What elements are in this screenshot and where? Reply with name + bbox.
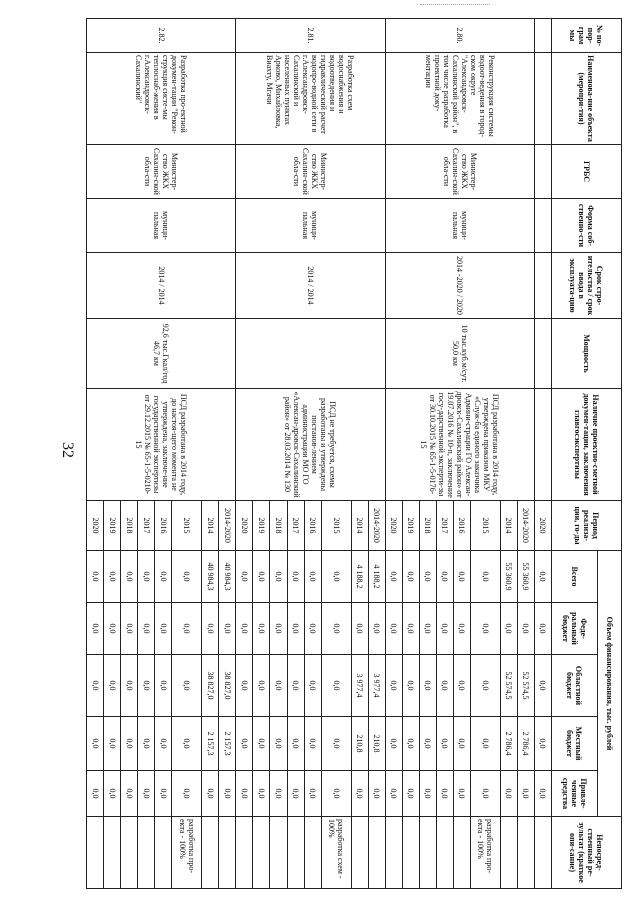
cell-attracted: 0,0 [270, 771, 287, 817]
cell-period: 2020 [385, 501, 402, 551]
table-row [534, 19, 551, 889]
cell-local: 0,0 [253, 717, 270, 771]
rotated-document [86, 18, 622, 888]
cell-local: 0,0 [419, 717, 436, 771]
cell-attracted: 0,0 [287, 771, 304, 817]
cell-attracted: 0,0 [402, 771, 419, 817]
cell-federal: 0,0 [253, 603, 270, 655]
cell-regional: 0,0 [138, 655, 155, 717]
cell-local: 0,0 [436, 717, 453, 771]
cell-period: 2019 [253, 501, 270, 551]
cell-federal: 0,0 [155, 603, 172, 655]
header-term: Срок стро-ительства / срок ввода в эксплуата-цию [552, 253, 622, 319]
header-form: Форма соб-ственно-сти [552, 199, 622, 253]
cell-period: 2017 [436, 501, 453, 551]
object-number: 2.80. [385, 19, 534, 53]
cell-period: 2015 [321, 501, 351, 551]
cell-regional: 3 977,4 [368, 655, 385, 717]
object-docs: ПСД разработана в 2014 году, утверждена приказом МКУ «Служ-ба единого заказчика Админи-страции ГО Алексан-дровск-Сахалинский район» от 19.07.2016 № 10-п, заключение госу-дарственной эксперти-зы от 30.10.2015 № 65-1-5-0176-15 [385, 389, 534, 501]
cell-total: 4 188,2 [368, 551, 385, 603]
header-power: Мощность [552, 319, 622, 389]
cell-federal: 0,0 [419, 603, 436, 655]
object-result [104, 817, 121, 889]
cell-regional: 0,0 [470, 655, 500, 717]
table-row [517, 19, 534, 889]
cell-federal: 0,0 [236, 603, 253, 655]
object-grbs: Министер-ство ЖКХ Сахалин-ской обла-сти [87, 145, 236, 199]
object-power: 10 тыс.куб.м/сут. 50,0 км [385, 319, 534, 389]
cell-regional: 0,0 [155, 655, 172, 717]
cell-federal: 0,0 [270, 603, 287, 655]
cell-federal: 0,0 [517, 603, 534, 655]
cell-period: 2020 [534, 501, 551, 551]
cell-regional: 3 977,4 [351, 655, 368, 717]
cell-attracted: 0,0 [453, 771, 470, 817]
cell-total: 0,0 [402, 551, 419, 603]
cell-period: 2016 [155, 501, 172, 551]
cell-attracted: 0,0 [500, 771, 517, 817]
object-result [402, 817, 419, 889]
cell-period: 2016 [453, 501, 470, 551]
cell-period: 2015 [172, 501, 202, 551]
object-result [500, 817, 517, 889]
cell-total: 0,0 [253, 551, 270, 603]
cell-period: 2014-2020 [368, 501, 385, 551]
cell-period: 2018 [270, 501, 287, 551]
header-name: Наименова-ние объекта (меропри-тия) [552, 53, 622, 145]
cell-regional: 38 827,0 [202, 655, 219, 717]
object-docs: ПСД не требуется, схемы разработаны и утверждены постанов-лением администрации МО ГО «Алексан-дровск-Сахалинский район» от 28.03.2014 № 130 [236, 389, 385, 501]
cell-local: 2 157,3 [202, 717, 219, 771]
cell-total: 55 360,9 [500, 551, 517, 603]
cell-regional: 0,0 [104, 655, 121, 717]
cell-attracted: 0,0 [321, 771, 351, 817]
header-regional: Областной бюджет [552, 655, 598, 717]
cell-local: 0,0 [321, 717, 351, 771]
object-result [453, 817, 470, 889]
object-name: Реконструкция системы водоот-ведения в город-ском округе "Александровск-Сахалинский район", в том числе разработка проектной доку-ментации [385, 53, 534, 145]
cell-period: 2014-2020 [517, 501, 534, 551]
cell-total: 0,0 [155, 551, 172, 603]
object-result [351, 817, 368, 889]
cell-local: 0,0 [270, 717, 287, 771]
cell-attracted: 0,0 [138, 771, 155, 817]
table-row [219, 19, 236, 889]
cell-federal: 0,0 [104, 603, 121, 655]
cell-regional: 0,0 [534, 655, 551, 717]
header-docs: Наличие проектно-сметной докумен-тации, заключения главгосэкспертизы [552, 389, 622, 501]
table-row [368, 19, 385, 889]
object-result [138, 817, 155, 889]
header-federal: Феде-ральный бюджет [552, 603, 598, 655]
object-result [87, 817, 104, 889]
cell-period: 2017 [138, 501, 155, 551]
object-result: разработка схем - 100% [321, 817, 351, 889]
cell-period: 2017 [287, 501, 304, 551]
cell-period: 2020 [87, 501, 104, 551]
cell-regional: 0,0 [453, 655, 470, 717]
cell-total: 4 188,2 [351, 551, 368, 603]
cell-attracted: 0,0 [202, 771, 219, 817]
cell-period: 2019 [104, 501, 121, 551]
cell-federal: 0,0 [321, 603, 351, 655]
cell-regional: 0,0 [270, 655, 287, 717]
object-grbs: Министер-ство ЖКХ Сахалин-ской обла-сти [236, 145, 385, 199]
object-result [419, 817, 436, 889]
object-result [253, 817, 270, 889]
cell-local: 210,8 [351, 717, 368, 771]
cell-local: 0,0 [172, 717, 202, 771]
cell-period: 2019 [402, 501, 419, 551]
cell-federal: 0,0 [402, 603, 419, 655]
object-result [219, 817, 236, 889]
cell-regional: 0,0 [436, 655, 453, 717]
object-power: 92,6 тыс.Гкал/год 46,7 км [87, 319, 236, 389]
object-number: 2.82. [87, 19, 236, 53]
cell-period: 2014 [351, 501, 368, 551]
header-total: Всего [552, 551, 598, 603]
cell-local: 0,0 [87, 717, 104, 771]
header-num: № по-пор-грам мы [552, 19, 622, 53]
cell-local: 0,0 [453, 717, 470, 771]
cell-attracted: 0,0 [470, 771, 500, 817]
cell-local: 0,0 [402, 717, 419, 771]
cell-total: 0,0 [172, 551, 202, 603]
cell-regional: 0,0 [419, 655, 436, 717]
object-result [236, 817, 253, 889]
cell-federal: 0,0 [138, 603, 155, 655]
cell-regional: 0,0 [172, 655, 202, 717]
object-result [385, 817, 402, 889]
cell-total: 0,0 [534, 551, 551, 603]
cell-federal: 0,0 [287, 603, 304, 655]
cell-local: 0,0 [236, 717, 253, 771]
cell-local: 0,0 [385, 717, 402, 771]
object-docs: ПСД разработана в 2014 году, до настоя-щего момента не утверждена, заключе-ние государственной экспертизы от 29.12.2015 № 65-1-5-0210-15 [87, 389, 236, 501]
object-term: 2014 -2020 / 2020 [385, 253, 534, 319]
cell-attracted: 0,0 [385, 771, 402, 817]
cell-local: 0,0 [287, 717, 304, 771]
cell-local: 0,0 [155, 717, 172, 771]
cell-regional: 0,0 [121, 655, 138, 717]
cell-total: 55 360,9 [517, 551, 534, 603]
cell-federal: 0,0 [202, 603, 219, 655]
object-ownership: муници-пальная [385, 199, 534, 253]
object-result [121, 817, 138, 889]
cell-federal: 0,0 [304, 603, 321, 655]
object-result [155, 817, 172, 889]
cell-attracted: 0,0 [236, 771, 253, 817]
financing-table [86, 18, 622, 889]
cell-total: 0,0 [138, 551, 155, 603]
cell-total: 0,0 [436, 551, 453, 603]
cell-total: 40 984,3 [202, 551, 219, 603]
cell-total: 40 984,3 [219, 551, 236, 603]
cell-attracted: 0,0 [87, 771, 104, 817]
object-result: разработка про-екта - 100% [470, 817, 500, 889]
cell-federal: 0,0 [368, 603, 385, 655]
object-result [287, 817, 304, 889]
cell-period: 2014-2020 [219, 501, 236, 551]
cell-attracted: 0,0 [517, 771, 534, 817]
cell-regional: 52 574,5 [517, 655, 534, 717]
cell-federal: 0,0 [219, 603, 236, 655]
cell-attracted: 0,0 [534, 771, 551, 817]
cell-local: 2 157,3 [219, 717, 236, 771]
cell-local: 2 786,4 [517, 717, 534, 771]
object-result [368, 817, 385, 889]
object-result [436, 817, 453, 889]
cell-local: 210,8 [368, 717, 385, 771]
object-result: разработка про-екта - 100% [172, 817, 202, 889]
object-ownership: муници-пальная [87, 199, 236, 253]
cell-attracted: 0,0 [419, 771, 436, 817]
cell-local: 0,0 [534, 717, 551, 771]
cell-federal: 0,0 [172, 603, 202, 655]
cell-local: 0,0 [470, 717, 500, 771]
cell-total: 0,0 [321, 551, 351, 603]
object-result [270, 817, 287, 889]
cell-attracted: 0,0 [253, 771, 270, 817]
cell-regional: 0,0 [87, 655, 104, 717]
header-local: Местный бюджет [552, 717, 598, 771]
cell-attracted: 0,0 [121, 771, 138, 817]
cell-regional: 0,0 [402, 655, 419, 717]
object-result [304, 817, 321, 889]
cell-regional: 38 827,0 [219, 655, 236, 717]
header-attracted: Привле-ченные средства [552, 771, 598, 817]
cell-federal: 0,0 [121, 603, 138, 655]
cell-regional: 0,0 [385, 655, 402, 717]
cell-regional: 0,0 [321, 655, 351, 717]
cell-total: 0,0 [236, 551, 253, 603]
cell-total: 0,0 [304, 551, 321, 603]
cell-federal: 0,0 [351, 603, 368, 655]
cell-period: 2014 [202, 501, 219, 551]
cell-regional: 52 574,5 [500, 655, 517, 717]
cell-total: 0,0 [470, 551, 500, 603]
cell-period: 2014 [500, 501, 517, 551]
header-result: Непосред-ственный ре-зультат (краткое опи-сание) [552, 817, 622, 889]
cell-local: 0,0 [138, 717, 155, 771]
object-power [236, 319, 385, 389]
header-funding: Объем финансирования, тыс. рублей [598, 551, 622, 817]
cell-federal: 0,0 [470, 603, 500, 655]
cell-federal: 0,0 [453, 603, 470, 655]
object-result [202, 817, 219, 889]
object-term: 2014 / 2014 [236, 253, 385, 319]
cell-attracted: 0,0 [436, 771, 453, 817]
cell-period: 2016 [304, 501, 321, 551]
cell-local: 0,0 [104, 717, 121, 771]
cell-local: 0,0 [121, 717, 138, 771]
cell-period: 2020 [236, 501, 253, 551]
cell-period: 2015 [470, 501, 500, 551]
object-result [517, 817, 534, 889]
cell-total: 0,0 [287, 551, 304, 603]
table-header [552, 19, 622, 889]
object-name: Разработка про-ектной докумен-тации "Рекон-струкция систе-мы теплоснаб-жения в г.Александровск-Сахалинский" [87, 53, 236, 145]
cell-local: 2 786,4 [500, 717, 517, 771]
cell-period: 2018 [121, 501, 138, 551]
cell-federal: 0,0 [534, 603, 551, 655]
scan-mark [420, 4, 490, 8]
cell-federal: 0,0 [87, 603, 104, 655]
header-grbs: ГРБС [552, 145, 622, 199]
cell-total: 0,0 [385, 551, 402, 603]
cell-total: 0,0 [121, 551, 138, 603]
cell-period: 2018 [419, 501, 436, 551]
cell-regional: 0,0 [287, 655, 304, 717]
cell-attracted: 0,0 [104, 771, 121, 817]
table-body [87, 19, 552, 889]
cell-federal: 0,0 [436, 603, 453, 655]
object-number: 2.81. [236, 19, 385, 53]
cell-attracted: 0,0 [155, 771, 172, 817]
cell-attracted: 0,0 [172, 771, 202, 817]
header-period: Период реализа-ции, го-ды [552, 501, 622, 551]
cell-regional: 0,0 [253, 655, 270, 717]
object-name: Разработка схем водоснабжения и водоотведения и гидравлический расчет водопро-водной сети в г.Александровск-Сахалинский и населенных пунктах Арково, Михайловка, Виахту, Мгачи [236, 53, 385, 145]
cell-federal: 0,0 [385, 603, 402, 655]
cell-total: 0,0 [270, 551, 287, 603]
cell-regional: 0,0 [304, 655, 321, 717]
cell-attracted: 0,0 [304, 771, 321, 817]
object-ownership: муници-пальная [236, 199, 385, 253]
cell-total: 0,0 [453, 551, 470, 603]
cell-attracted: 0,0 [351, 771, 368, 817]
page-number: 32 [59, 442, 76, 458]
cell-total: 0,0 [87, 551, 104, 603]
cell-regional: 0,0 [236, 655, 253, 717]
cell-local: 0,0 [304, 717, 321, 771]
cell-total: 0,0 [104, 551, 121, 603]
cell-total: 0,0 [419, 551, 436, 603]
cell-federal: 0,0 [500, 603, 517, 655]
object-term: 2014 / 2014 [87, 253, 236, 319]
cell-attracted: 0,0 [368, 771, 385, 817]
object-grbs: Министер-ство ЖКХ Сахалин-ской обла-сти [385, 145, 534, 199]
cell-attracted: 0,0 [219, 771, 236, 817]
